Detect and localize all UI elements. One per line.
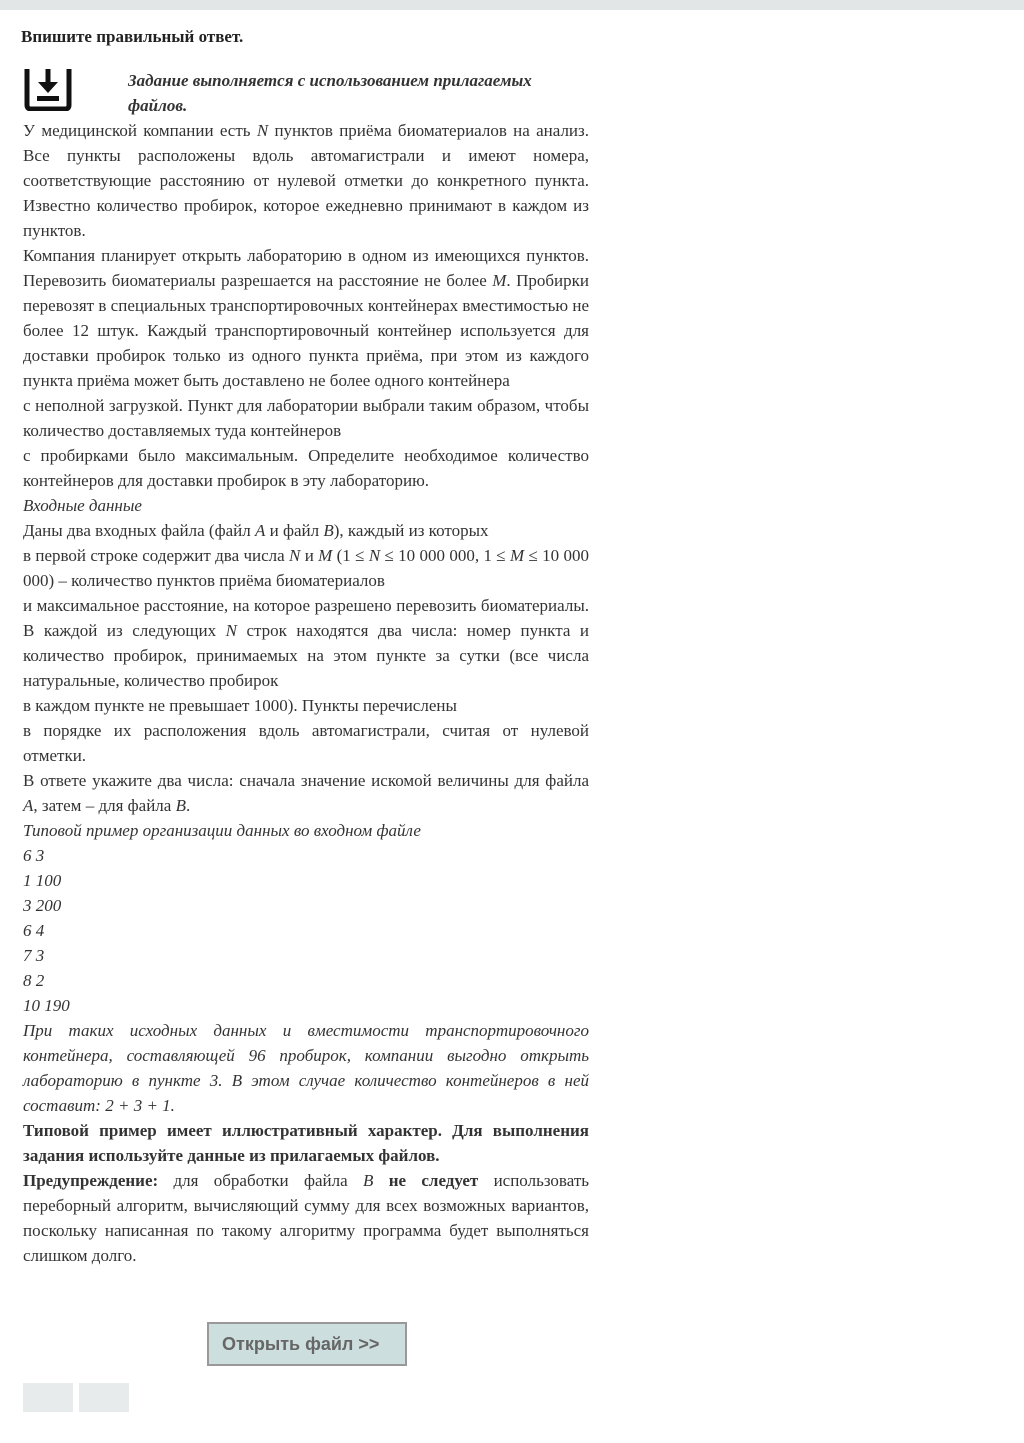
text-segment: , затем – для файла: [33, 796, 176, 815]
text-segment: в первой строке содержит два числа: [23, 546, 290, 565]
text-segment: .: [185, 796, 191, 815]
text-segment: 10 190: [23, 996, 70, 1015]
files-note: Задание выполняется с использованием прилагаемых файлов.: [128, 71, 532, 115]
text-segment: строк находятся два числа: номер пункта и количество пробирок, принимаемых на этом пункте за сутки (все числа натуральные, количество пробирок: [23, 621, 589, 690]
paragraph: [23, 493, 589, 518]
text-segment: У медицинской компании есть: [23, 121, 257, 140]
paragraph: [23, 518, 589, 543]
text-segment: для обработки файла: [158, 1171, 363, 1190]
text-segment: и файл: [265, 521, 324, 540]
text-segment: Предупреждение:: [23, 1171, 159, 1190]
text-segment: [373, 1171, 388, 1190]
text-segment: Типовой пример организации данных во входном файле: [23, 821, 421, 840]
paragraph: [23, 1118, 589, 1168]
download-icon: [23, 67, 73, 111]
text-segment: не следует: [388, 1171, 479, 1190]
text-segment: M: [318, 546, 333, 565]
text-segment: M: [492, 271, 507, 290]
paragraph: [23, 718, 589, 768]
text-segment: B: [323, 521, 334, 540]
open-file-button[interactable]: Открыть файл >>: [207, 1322, 407, 1366]
text-segment: . Пробирки перевозят в специальных транспортировочных контейнерах вместимостью не более 12 штук. Каждый транспортировочный контейнер используется для доставки пробирок только из одного пункта приёма, при этом из каждого пункта приёма может быть доставлено не более одного контейнера: [23, 271, 590, 390]
paragraph: [23, 893, 589, 918]
paragraph: [23, 593, 589, 693]
paragraph: [23, 1018, 589, 1118]
paragraph: [23, 843, 589, 868]
text-segment: (1 ≤: [332, 546, 369, 565]
text-segment: 3 200: [23, 896, 62, 915]
task-body: [23, 118, 589, 1268]
paragraph: [23, 693, 589, 718]
text-segment: и: [300, 546, 319, 565]
text-segment: Входные данные: [23, 496, 142, 515]
paragraph: [23, 443, 589, 493]
paragraph: [23, 918, 589, 943]
text-segment: N: [289, 546, 301, 565]
paragraph: [23, 118, 589, 243]
text-segment: Компания планирует открыть лабораторию в одном из имеющихся пунктов. Перевозить биоматериалы разрешается на расстояние не более: [23, 246, 589, 290]
text-segment: N: [256, 121, 269, 140]
text-segment: и максимальное расстояние, на которое разрешено перевозить биоматериалы. В каждой из следующих: [23, 596, 589, 640]
text-segment: ), каждый из которых: [333, 521, 489, 540]
text-segment: 8 2: [23, 971, 45, 990]
text-segment: A: [23, 796, 34, 815]
text-segment: использовать переборный алгоритм, вычисляющий сумму для всех возможных вариантов, поскольку написанная по такому алгоритму программа будет выполняться слишком долго.: [23, 1171, 590, 1265]
text-segment: 1 100: [23, 871, 62, 890]
answer-box-1[interactable]: [23, 1383, 73, 1412]
text-segment: В ответе укажите два числа: сначала значение искомой величины для файла: [23, 771, 589, 790]
text-segment: 7 3: [23, 946, 45, 965]
text-segment: M: [509, 546, 525, 565]
text-segment: A: [254, 521, 266, 540]
paragraph: [23, 768, 589, 818]
text-segment: Типовой пример имеет иллюстративный характер. Для выполнения задания используйте данные из прилагаемых файлов.: [23, 1121, 589, 1165]
paragraph: [23, 968, 589, 993]
answer-box-2[interactable]: [79, 1383, 129, 1412]
text-segment: ≤ 10 000 000, 1 ≤: [380, 546, 510, 565]
text-segment: N: [225, 621, 237, 640]
paragraph: [23, 393, 589, 443]
paragraph: [23, 1168, 589, 1268]
text-segment: в каждом пункте не превышает 1000). Пункты перечислены: [23, 696, 457, 715]
text-segment: с пробирками было максимальным. Определите необходимое количество контейнеров для доставки пробирок в эту лабораторию.: [23, 446, 589, 490]
paragraph: [23, 243, 589, 393]
text-segment: ≤ 10 000 000) – количество пунктов приёма биоматериалов: [23, 546, 589, 590]
paragraph: [23, 818, 589, 843]
text-segment: в порядке их расположения вдоль автомагистрали, считая от нулевой отметки.: [23, 721, 589, 765]
text-segment: B: [175, 796, 186, 815]
text-segment: N: [368, 546, 381, 565]
text-segment: B: [362, 1171, 374, 1190]
paragraph: [23, 868, 589, 893]
paragraph: [23, 993, 589, 1018]
top-bar: [0, 0, 1024, 10]
text-segment: 6 4: [23, 921, 45, 940]
text-segment: При таких исходных данных и вместимости транспортировочного контейнера, составляющей 96 пробирок, компании выгодно открыть лабораторию в пункте 3. В этом случае количество контейнеров в ней составит: 2 + 3 + 1.: [23, 1021, 589, 1115]
text-segment: с неполной загрузкой. Пункт для лаборатории выбрали таким образом, чтобы количество доставляемых туда контейнеров: [23, 396, 589, 440]
instruction-heading: Впишите правильный ответ.: [21, 27, 244, 46]
paragraph: [23, 943, 589, 968]
text-segment: Даны два входных файла (файл: [23, 521, 255, 540]
paragraph: [23, 543, 589, 593]
text-segment: 6 3: [23, 846, 45, 865]
text-segment: пунктов приёма биоматериалов на анализ. Все пункты расположены вдоль автомагистрали и имеют номера, соответствующие расстоянию от нулевой отметки до конкретного пункта. Известно количество пробирок, которое ежедневно принимают в каждом из пунктов.: [23, 121, 589, 240]
